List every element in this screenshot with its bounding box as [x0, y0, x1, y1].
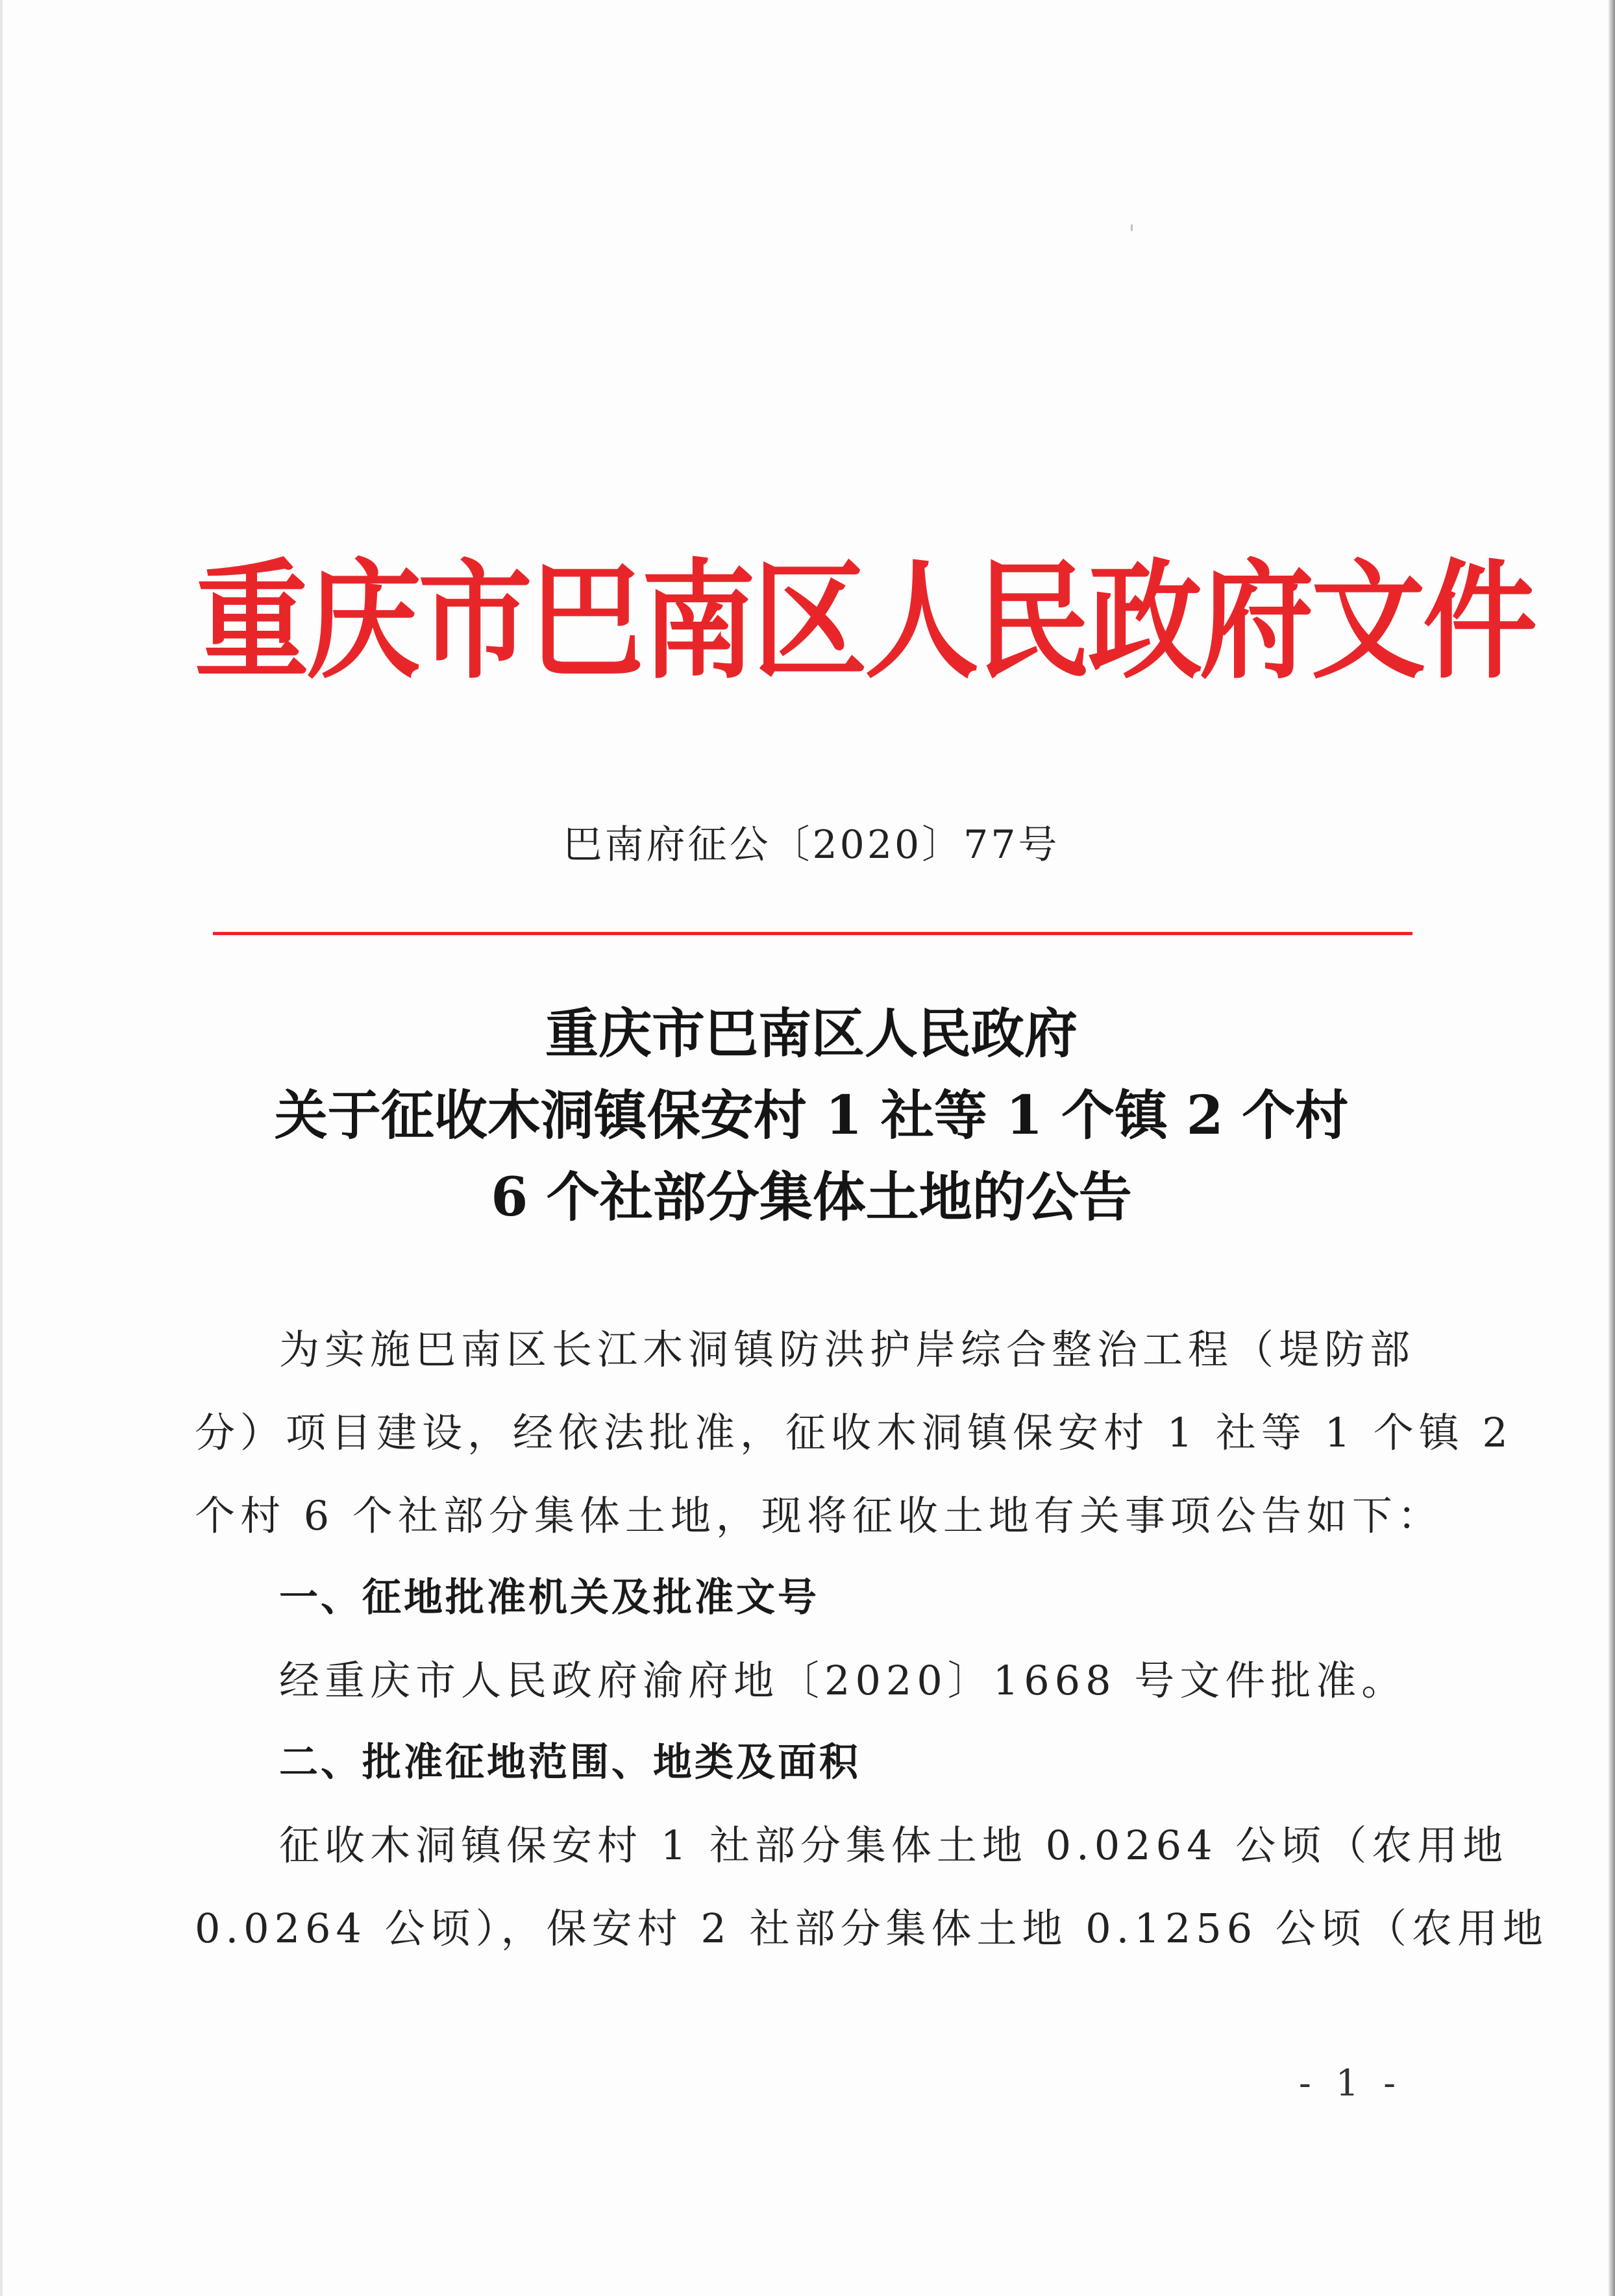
intro-line-1: 为实施巴南区长江木洞镇防洪护岸综合整治工程（堤防部 — [279, 1326, 1416, 1373]
section-1-text: 经重庆市人民政府渝府地〔2020〕1668 号文件批准。 — [279, 1657, 1407, 1704]
section-2-heading: 二、批准征地范围、地类及面积 — [279, 1740, 861, 1785]
section-2-line-1: 征收木洞镇保安村 1 社部分集体土地 0.0264 公顷（农用地 — [279, 1822, 1509, 1869]
scan-edge-left — [0, 0, 3, 2296]
section-1-heading: 一、征地批准机关及批准文号 — [279, 1575, 819, 1620]
intro-line-2: 分）项目建设，经依法批准，征收木洞镇保安村 1 社等 1 个镇 2 — [195, 1409, 1513, 1456]
section-2-line-2: 0.0264 公顷），保安村 2 社部分集体土地 0.1256 公顷（农用地 — [195, 1905, 1548, 1952]
scan-edge-right — [1609, 0, 1615, 2296]
document-title — [162, 993, 1461, 1238]
document-number: 巴南府征公〔2020〕77号 — [563, 822, 1060, 868]
title-line-2: 关于征收木洞镇保安村 1 社等 1 个镇 2 个村 — [274, 1084, 1349, 1147]
issuer-title: 重庆市巴南区人民政府文件 — [195, 546, 1535, 696]
title-line-3: 6 个社部分集体土地的公告 — [491, 1166, 1132, 1228]
scan-speck — [1131, 225, 1133, 231]
page-number: - 1 - — [1298, 2062, 1402, 2105]
intro-line-3: 个村 6 个社部分集体土地，现将征收土地有关事项公告如下： — [195, 1492, 1443, 1539]
red-divider-rule — [213, 932, 1412, 935]
title-line-1: 重庆市巴南区人民政府 — [545, 1003, 1078, 1065]
